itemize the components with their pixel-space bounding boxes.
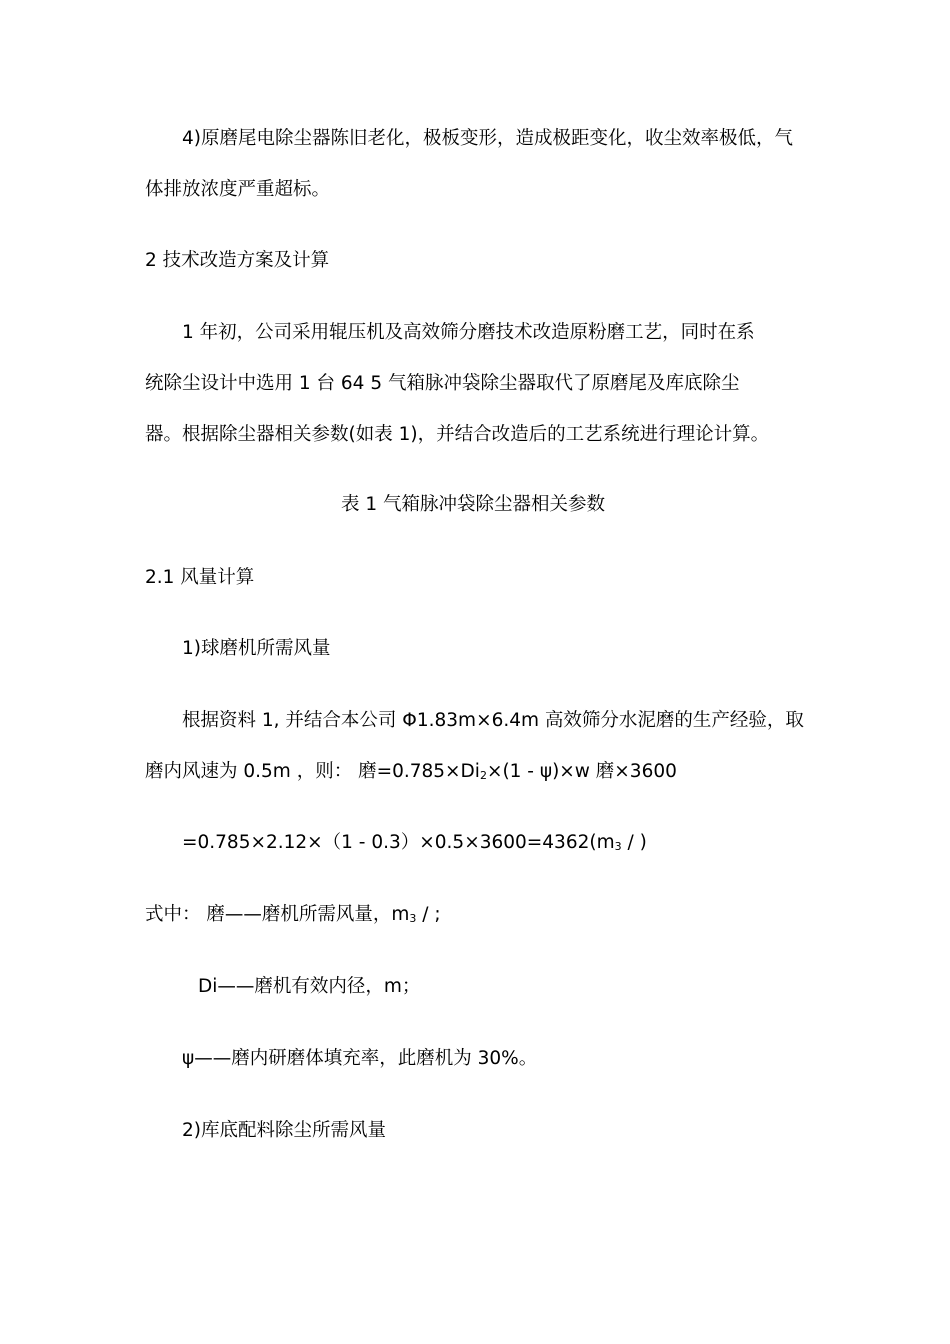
definition-mill-air: 式中： 磨——磨机所需风量，m: [145, 904, 410, 925]
section-2-heading: 2 技术改造方案及计算: [145, 250, 330, 271]
intro-paragraph-line-1: 1 年初，公司采用辊压机及高效筛分磨技术改造原粉磨工艺，同时在系: [182, 322, 755, 343]
formula-result: [182, 831, 647, 859]
definition-line-2: Di——磨机有效内径，m；: [198, 976, 421, 997]
paragraph-4-line-1: 4)原磨尾电除尘器陈旧老化，极板变形，造成极距变化，收尘效率极低，气: [182, 128, 793, 149]
subscript-3: 3: [614, 840, 622, 853]
definition-line-1: [145, 903, 441, 931]
table-1-caption: 表 1 气箱脉冲袋除尘器相关参数: [341, 494, 606, 515]
definition-mill-air-unit: / ;: [416, 904, 441, 925]
calc-formula-end: ×(1 - ψ)×w 磨×3600: [486, 761, 677, 782]
item-1-heading: 1)球磨机所需风量: [182, 638, 331, 659]
calc-paragraph-line-2: [145, 760, 677, 788]
definition-line-3: ψ——磨内研磨体填充率，此磨机为 30%。: [182, 1048, 538, 1069]
calc-paragraph-line-1: 根据资料 1, 并结合本公司 Φ1.83m×6.4m 高效筛分水泥磨的生产经验，取: [182, 710, 804, 731]
subscript-2: 2: [479, 769, 487, 782]
item-2-heading: 2)库底配料除尘所需风量: [182, 1120, 386, 1141]
formula-result-unit: / ): [621, 832, 647, 853]
intro-paragraph-line-3: 器。根据除尘器相关参数(如表 1)，并结合改造后的工艺系统进行理论计算。: [145, 424, 770, 445]
intro-paragraph-line-2: 统除尘设计中选用 1 台 64 5 气箱脉冲袋除尘器取代了原磨尾及库底除尘: [145, 373, 740, 394]
paragraph-4-line-2: 体排放浓度严重超标。: [145, 179, 331, 200]
calc-formula-start: 磨内风速为 0.5m ，则： 磨=0.785×Di: [145, 761, 480, 782]
formula-result-text: =0.785×2.12×（1 - 0.3）×0.5×3600=4362(m: [182, 832, 615, 853]
section-2-1-heading: 2.1 风量计算: [145, 567, 255, 588]
subscript-3: 3: [409, 912, 417, 925]
